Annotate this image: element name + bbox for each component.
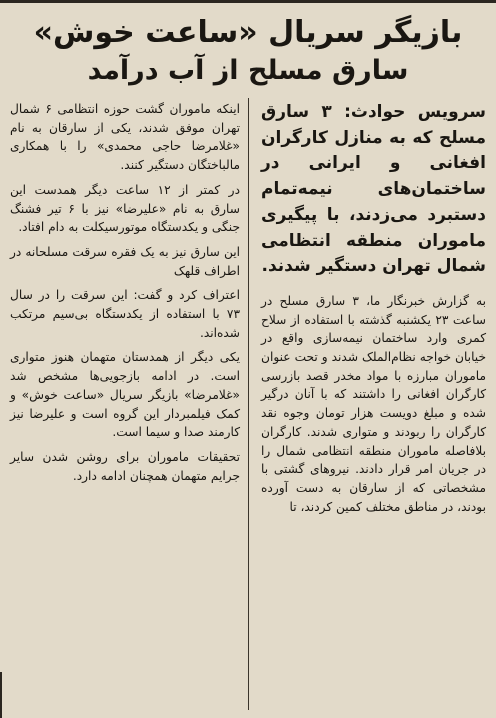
article-paragraph: اعتراف کرد و گفت: این سرقت را در سال ۷۳ با استفاده از یکدستگاه بی‌سیم مرتکب شده‌اند. [10, 288, 240, 340]
article-column-left [10, 100, 240, 491]
article-paragraph: یکی دیگر از همدستان متهمان هنوز متواری است. در ادامه بازجویی‌ها مشخص شد «غلامرضا» بازیگر سریال «ساعت خوش» و کمک فیلمبردار این گروه است و علیرضا نیز کارمند صدا و سیما است. [10, 350, 240, 440]
subheadline: سارق مسلح از آب درآمد [87, 55, 409, 86]
article-paragraph: تحقیقات ماموران برای روشن شدن سایر جرایم متهمان همچنان ادامه دارد. [10, 449, 240, 483]
article-paragraph: به گزارش خبرنگار ما، ۳ سارق مسلح در ساعت ۲۳ یکشنبه گذشته با استفاده از سلاح کمری وارد ساختمان نیمه‌سازی واقع در خیابان خواجه نظام‌الملک شدند و تحت عنوان ماموران مبارزه با مواد مخدر قصد بازرسی کارگران افغانی را داشتند که با آنان درگیر شده و مبلغ دویست هزار تومان وجوه نقد کارگران را ربودند و متواری شدند. کارگران بلافاصله ماموران منطقه انتظامی شمال را در جریان امر قرار دادند. نیروهای گشتی با مشخصاتی که از سارقان به دست آورده بودند، در مناطق مختلف کمین کردند، تا [261, 293, 486, 514]
article-lead: سرویس حوادث: ۳ سارق مسلح که به منازل کارگران افغانی و ایرانی در ساختمان‌های نیمه‌تمام دستبرد می‌زدند، با پیگیری ماموران منطقه انتظامی شمال تهران دستگیر شدند. [261, 102, 486, 277]
article-paragraph: این سارق نیز به یک فقره سرقت مسلحانه در اطراف قلهک [10, 244, 240, 278]
article-paragraph: در کمتر از ۱۲ ساعت دیگر همدست این سارق به نام «علیرضا» نیز با ۶ تیر فشنگ جنگی و یکدستگاه موتورسیکلت به دام افتاد. [10, 182, 240, 235]
headline: بازیگر سریال «ساعت خوش» [33, 15, 463, 50]
clipping-edge-rule [0, 672, 2, 718]
column-divider [248, 98, 249, 710]
article-paragraph: اینکه ماموران گشت حوزه انتظامی ۶ شمال تهران موفق شدند، یکی از سارقان به نام «غلامرضا حاجی محمدی» را با همکاری مالباختگان دستگیر کنند. [10, 102, 240, 173]
article-column-right [261, 100, 486, 516]
top-border-rule [0, 0, 496, 3]
